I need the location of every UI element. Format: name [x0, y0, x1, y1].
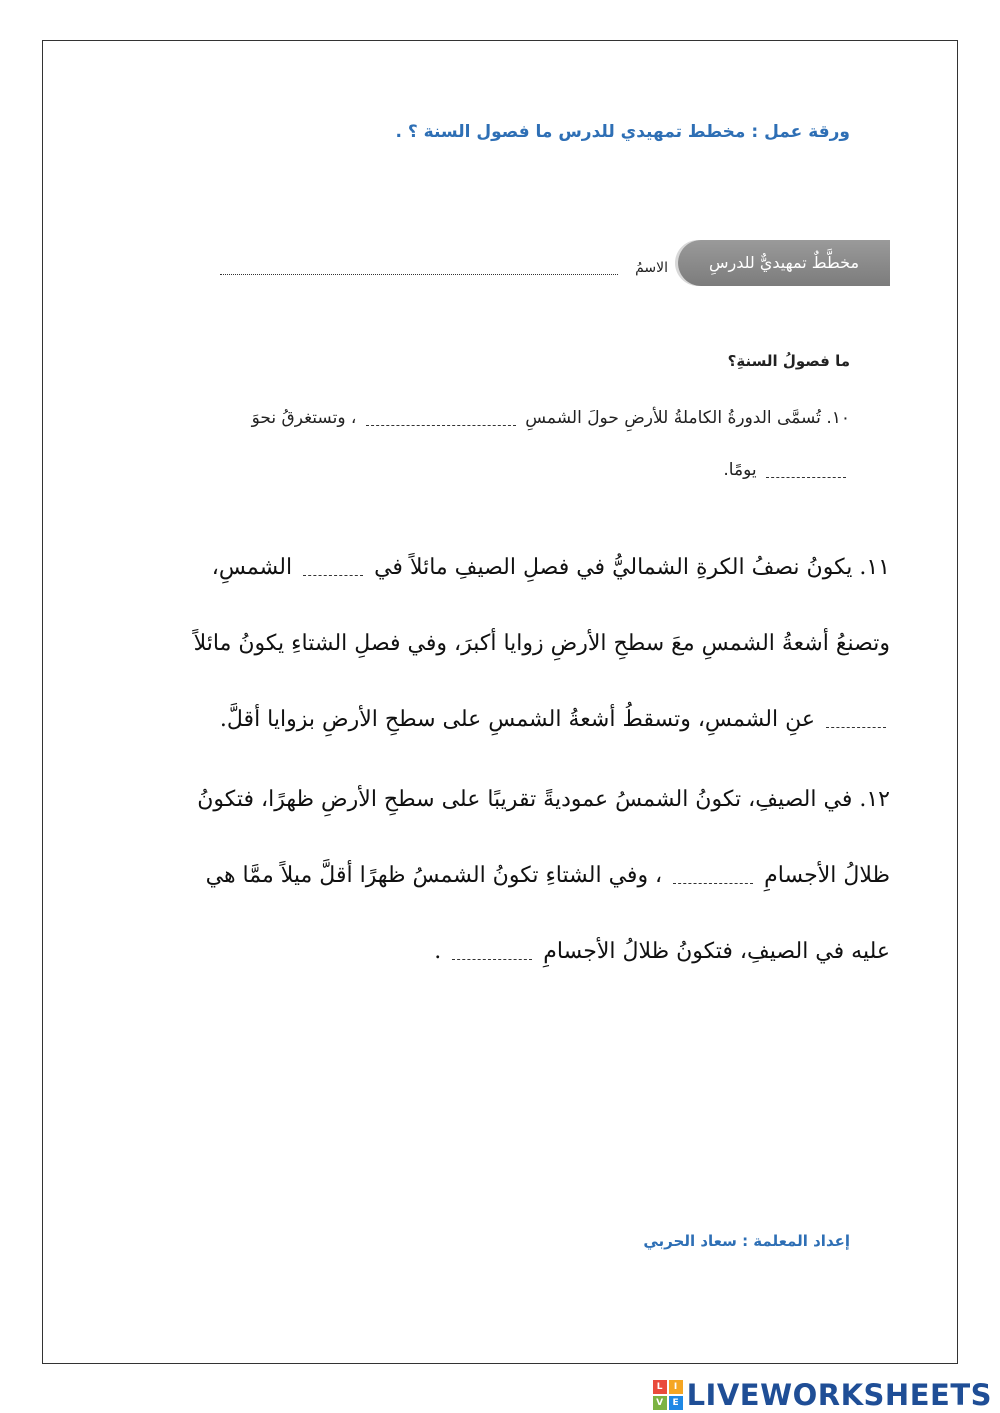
question-item-11	[180, 530, 890, 758]
lesson-banner	[220, 240, 890, 290]
name-label: الاسمُ	[635, 260, 668, 276]
item-number: ١٠.	[826, 408, 850, 428]
answer-blank[interactable]	[303, 561, 363, 576]
banner-pill: مخطَّطٌ تمهيديٌّ للدرسِ	[678, 240, 890, 286]
question-heading: ما فصولُ السنةِ؟	[727, 352, 850, 370]
item-text: الشمسِ، وتصنعُ أشعةُ الشمسِ معَ سطحِ الأرضِ زوايا أكبرَ، وفي فصلِ الشتاءِ يكونُ مائلاً	[193, 555, 890, 656]
item-number: ١٢.	[859, 787, 890, 812]
brand-logo-cell: L	[653, 1380, 667, 1394]
item-text: في الصيفِ، تكونُ الشمسُ عموديةً تقريبًا على سطحِ الأرضِ ظهرًا، فتكونُ ظلالُ الأجسامِ	[197, 787, 890, 888]
item-text: يومًا.	[723, 460, 757, 480]
answer-blank[interactable]	[452, 945, 532, 960]
author-credit: إعداد المعلمة : سعاد الحربي	[643, 1232, 850, 1250]
item-text: عنِ الشمسِ، وتسقطُ أشعةُ الشمسِ على سطحِ الأرضِ بزوايا أقلَّ.	[219, 707, 815, 732]
brand-logo-icon	[653, 1380, 683, 1410]
page-title: ورقة عمل : مخطط تمهيدي للدرس ما فصول السنة ؟ .	[395, 122, 850, 142]
question-item-12	[180, 762, 890, 990]
brand-watermark	[653, 1378, 992, 1412]
item-text: ، وفي الشتاءِ تكونُ الشمسُ ظهرًا أقلَّ ميلاً ممَّا هي عليه في الصيفِ، فتكونُ ظلالُ الأجسامِ	[205, 863, 890, 964]
brand-logo-cell: I	[669, 1380, 683, 1394]
name-input-line[interactable]	[220, 274, 618, 275]
brand-logo-cell: V	[653, 1396, 667, 1410]
answer-blank[interactable]	[766, 463, 846, 478]
brand-name: LIVEWORKSHEETS	[686, 1378, 992, 1412]
item-text: يكونُ نصفُ الكرةِ الشماليُّ في فصلِ الصيفِ مائلاً في	[374, 555, 853, 580]
answer-blank[interactable]	[366, 411, 516, 426]
answer-blank[interactable]	[673, 869, 753, 884]
item-text: ، وتستغرقُ نحوَ	[251, 408, 357, 428]
item-number: ١١.	[859, 555, 890, 580]
question-item-10	[210, 392, 850, 496]
brand-logo-cell: E	[669, 1396, 683, 1410]
item-text: .	[434, 939, 442, 964]
item-text: تُسمَّى الدورةُ الكاملةُ للأرضِ حولَ الشمسِ	[525, 408, 821, 428]
answer-blank[interactable]	[826, 713, 886, 728]
